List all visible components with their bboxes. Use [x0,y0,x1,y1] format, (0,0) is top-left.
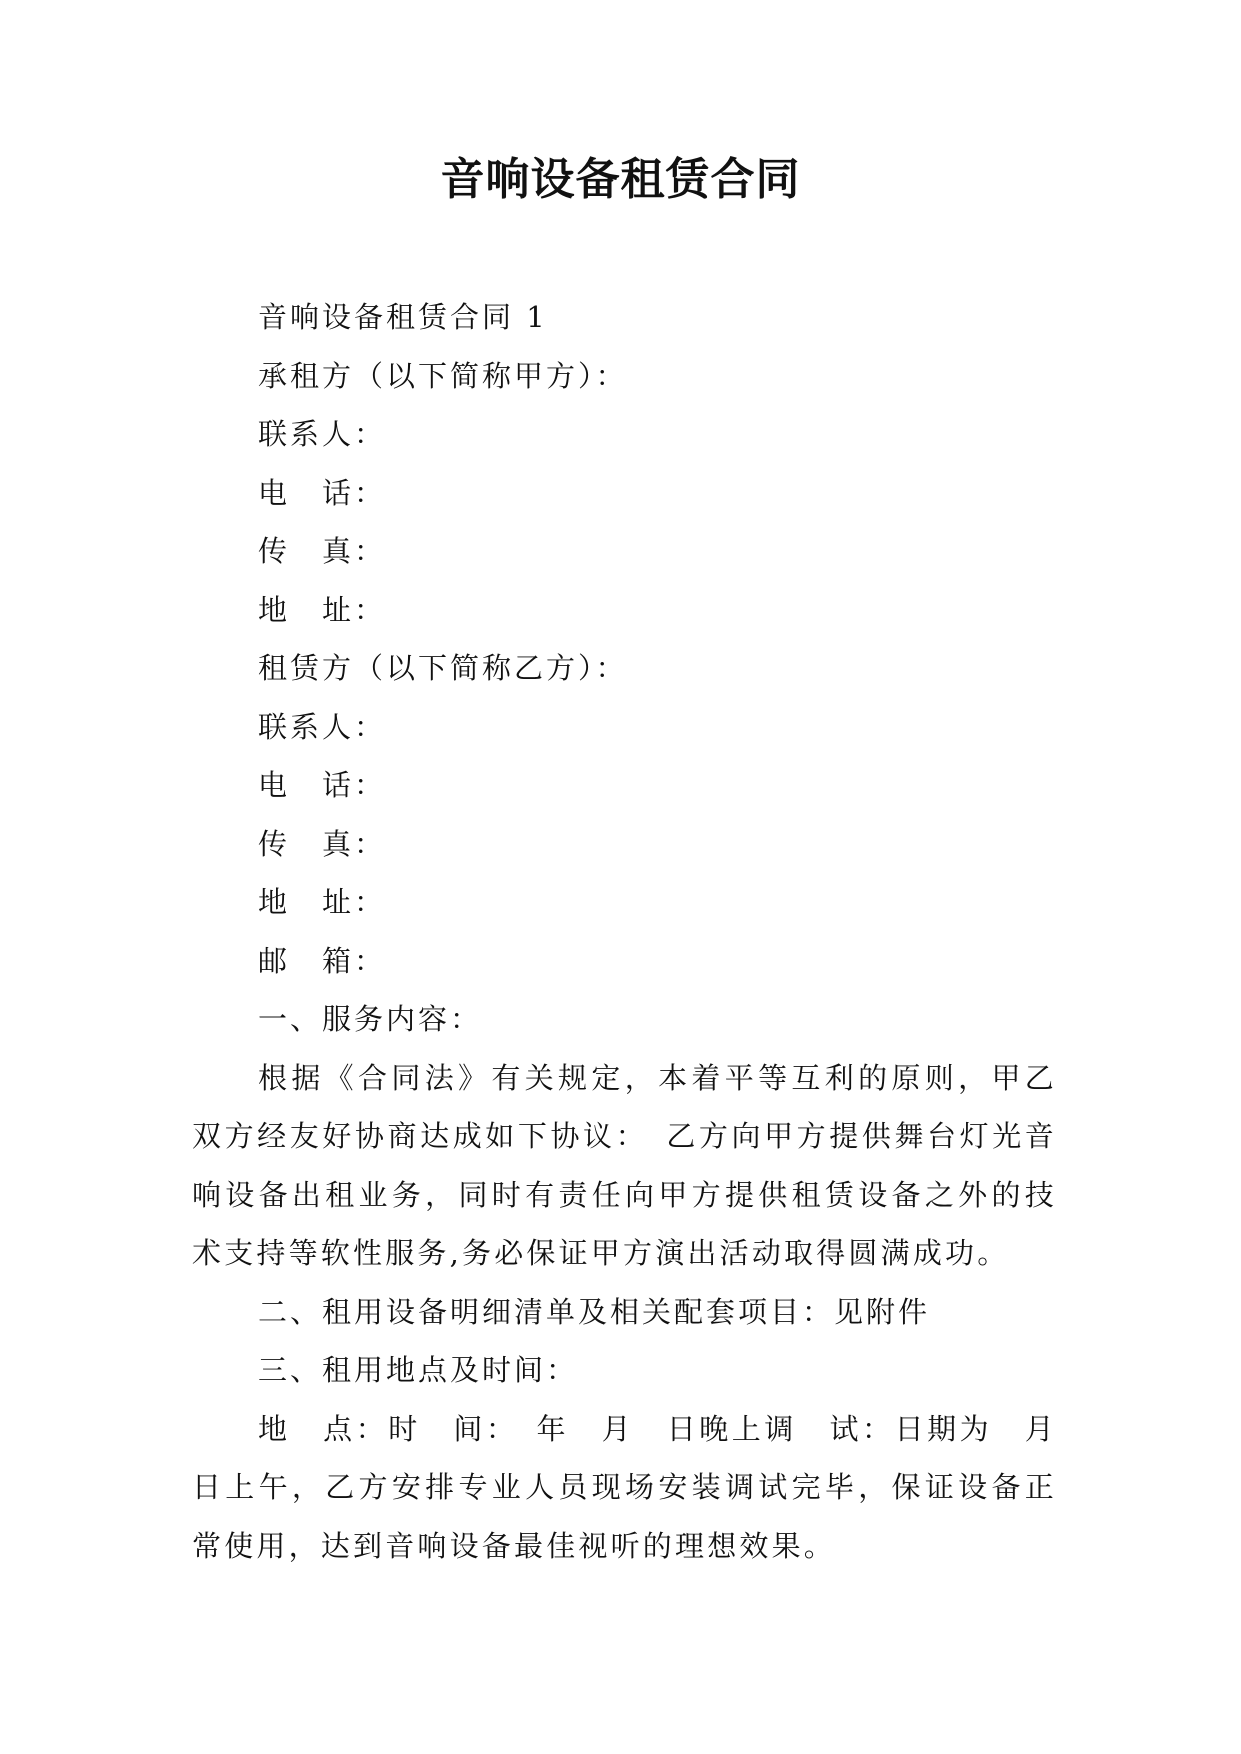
party-b-heading: 租赁方（以下简称乙方）： [258,651,628,685]
party-a-heading: 承租方（以下简称甲方）： [258,358,628,393]
document-title: 音响设备租赁合同 [440,154,801,205]
section-1-body: 根据《合同法》有关规定，本着平等互利的原则，甲乙双方经友好协商达成如下协议： 乙方向甲方提供舞台灯光音响设备出租业务，同时有责任向甲方提供租赁设备之外的技术支持等软性服务,务必保证甲方演出活动取得圆满成功。 [192,1060,1057,1270]
party-a-phone: 电 话： [258,475,387,510]
party-b-phone: 电 话： [258,768,387,802]
section-2-heading: 二、租用设备明细清单及相关配套项目：见附件 [258,1294,931,1329]
section-3-heading: 三、租用地点及时间： [258,1353,579,1387]
section-1-heading: 一、服务内容： [258,1002,483,1036]
party-b-address: 地 址： [258,885,387,919]
party-a-fax: 传 真： [258,534,387,568]
document-body [192,288,1090,1575]
party-b-email: 邮 箱： [258,943,387,978]
document-subtitle: 音响设备租赁合同 1 [258,300,548,334]
party-a-contact: 联系人： [258,417,387,451]
section-3-body: 地 点：时 间： 年 月 日晚上调 试：日期为 月 日上午，乙方安排专业人员现场安装调试完毕，保证设备正常使用，达到音响设备最佳视听的理想效果。 [192,1411,1090,1563]
party-a-address: 地 址： [258,592,387,627]
party-b-contact: 联系人： [258,709,387,744]
party-b-fax: 传 真： [258,826,387,861]
